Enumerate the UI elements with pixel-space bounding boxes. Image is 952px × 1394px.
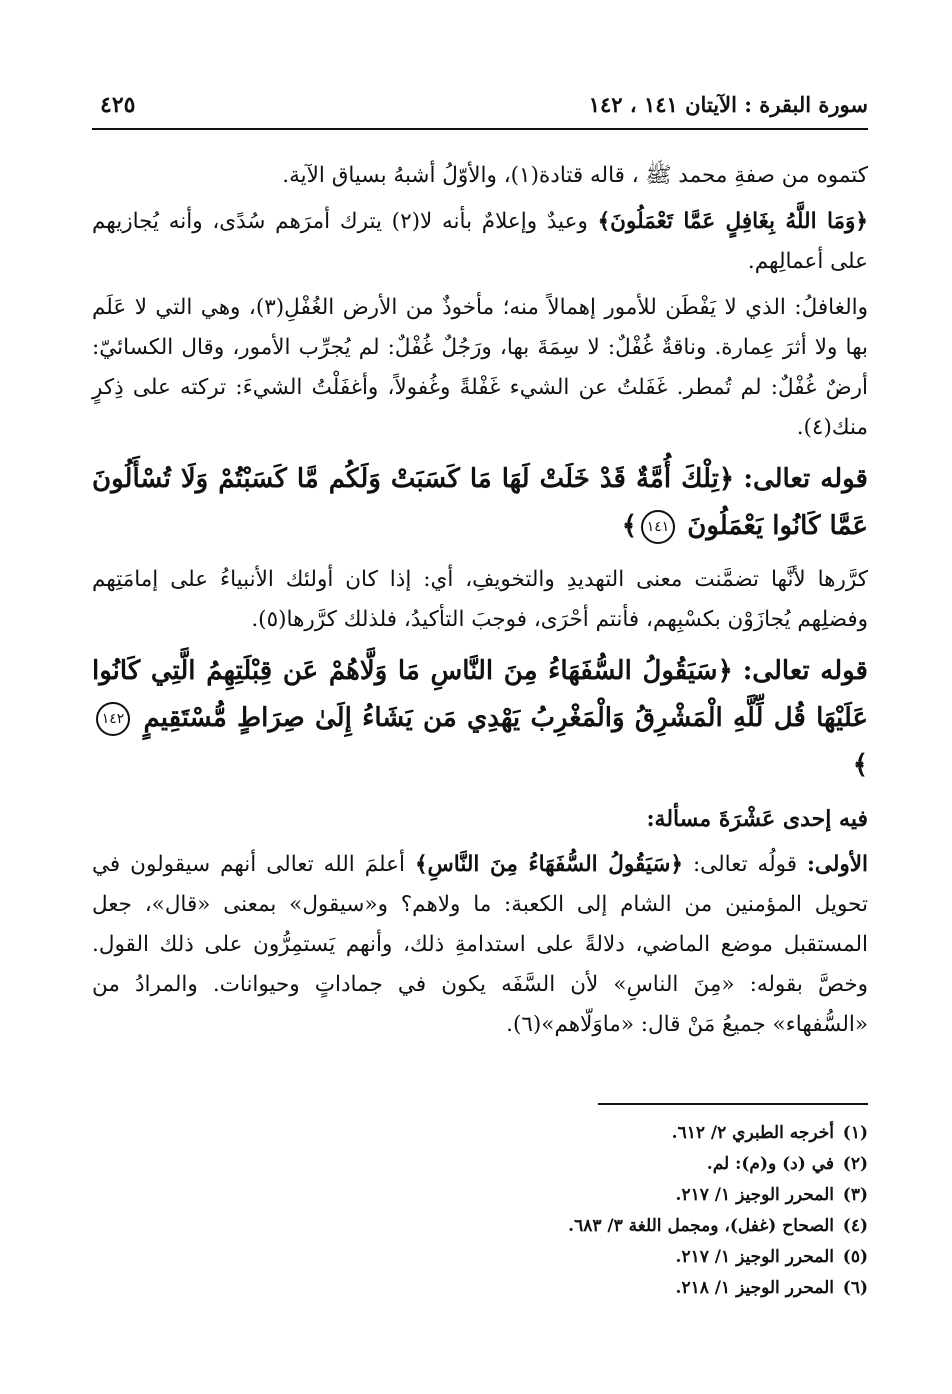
book-page <box>92 78 868 1338</box>
verse-close-bracket: ﴾ <box>852 750 868 780</box>
footnote-text: المحرر الوجيز ١/ ٢١٧. <box>675 1185 834 1205</box>
footnote-number: (٢) <box>842 1154 868 1174</box>
footnotes <box>92 1118 868 1304</box>
ayah-number-mark: ١٤١ <box>641 510 675 544</box>
verse-text: ﴿سَيَقُولُ السُّفَهَاءُ مِنَ النَّاسِ مَا وَلَّاهُمْ عَن قِبْلَتِهِمُ الَّتِي كَانُوا عَلَيْهَا قُل لِّلَّهِ الْمَشْرِقُ وَالْمَغْرِبُ يَهْدِي مَن يَشَاءُ إِلَىٰ صِرَاطٍ مُّسْتَقِيمٍ <box>92 656 869 733</box>
footnote-text: المحرر الوجيز ١/ ٢١٨. <box>675 1278 834 1298</box>
paragraph-1: كتموه من صفةِ محمد ﷺ ، قاله قتادة(١)، والأوّلُ أشبهُ بسياق الآية. <box>282 163 868 188</box>
footnote <box>92 1149 868 1180</box>
footnote <box>92 1211 868 1242</box>
verse-label: قوله تعالى: <box>743 464 868 494</box>
paragraph-3: والغافلُ: الذي لا يَفْطَن للأمور إهمالاً منه؛ مأخوذٌ من الأرض الغُفْلِ(٣)، وهي التي لا عَلَم بها ولا أثرَ عِمارة. وناقةٌ غُفْلٌ: لا سِمَةَ بها، ورَجُلٌ غُفْلٌ: لم يُجرِّب الأمور، وقال الكسائيّ: أرضٌ غُفْلٌ: لم تُمطر. غَفَلتُ عن الشيء غَفْلةً وغُفولاً، وأغفَلْتُ الشيءَ: تركته على ذِكرٍ منك(٤). <box>92 295 868 440</box>
verse-141 <box>92 456 868 550</box>
verse-142 <box>92 648 868 789</box>
footnote-text: المحرر الوجيز ١/ ٢١٧. <box>675 1247 834 1267</box>
running-header <box>92 88 868 130</box>
issue-label: الأولى: <box>806 852 869 877</box>
footnote-text: في (د) و(م): لم. <box>706 1154 834 1174</box>
verse-label: قوله تعالى: <box>742 656 868 686</box>
paragraph-4: كرَّرها لأنَّها تضمَّنت معنى التهديدِ والتخويفِ، أي: إذا كان أولئك الأنبياءُ على إمامَتِهم وفضلِهم يُجازَوْن بكسْبِهم، فأنتم أحْرَى، فوجبَ التأكيدُ، فلذلك كرَّرها(٥). <box>92 567 868 632</box>
footnote-number: (١) <box>842 1123 868 1143</box>
paragraph-5-intro: قولُه تعالى: <box>682 852 807 877</box>
footnote-text: الصحاح (غفل)، ومجمل اللغة ٣/ ٦٨٣. <box>568 1216 834 1236</box>
footnote <box>92 1242 868 1273</box>
page-number: ٤٢٥ <box>100 92 136 118</box>
page-body <box>92 156 868 1051</box>
paragraph-2-text: وعيدٌ وإعلامٌ بأنه لا(٢) يترك أمرَهم سُدًى، وأنه يُجازيهم على أعمالِهم. <box>92 209 868 274</box>
footnote-number: (٤) <box>842 1216 868 1236</box>
header-title: سورة البقرة : الآيتان ١٤١ ، ١٤٢ <box>588 92 868 117</box>
quran-quote: ﴿وَمَا اللَّهُ بِغَافِلٍ عَمَّا تَعْمَلُونَ﴾ <box>597 209 869 234</box>
footnote-text: أخرجه الطبري ٢/ ٦١٢. <box>671 1123 834 1143</box>
footnote <box>92 1180 868 1211</box>
footnote <box>92 1273 868 1304</box>
footnote <box>92 1118 868 1149</box>
verse-close-bracket: ﴾ <box>621 511 638 541</box>
paragraph-5 <box>92 845 868 1045</box>
ayah-number-mark: ١٤٢ <box>96 702 130 736</box>
paragraph-5-text: أعلمَ الله تعالى أنهم سيقولون في تحويل المؤمنين من الشام إلى الكعبة: ما ولاهم؟ و«سيقول» بمعنى «قال»، جعل المستقبل موضع الماضي، دلالةً على استدامةِ ذلك، وأنهم يَستمِرُّون على ذلك القول. وخصَّ بقوله: «مِنَ الناسِ» لأن السَّفَه يكون في جماداتٍ وحيوانات. والمرادُ من «السُّفهاء» جميعُ مَنْ قال: «ماوَلّاهم»(٦). <box>92 852 868 1037</box>
quran-quote: ﴿سَيَقُولُ السُّفَهَاءُ مِنَ النَّاسِ﴾ <box>414 852 683 877</box>
footnote-number: (٥) <box>842 1247 868 1267</box>
footnote-separator <box>598 1103 868 1105</box>
paragraph-2 <box>92 202 868 282</box>
verse-text: ﴿تِلْكَ أُمَّةٌ قَدْ خَلَتْ لَهَا مَا كَسَبَتْ وَلَكُم مَّا كَسَبْتُمْ وَلَا تُسْأَلُونَ عَمَّا كَانُوا يَعْمَلُونَ <box>92 464 868 541</box>
footnote-number: (٣) <box>842 1185 868 1205</box>
footnote-number: (٦) <box>842 1278 868 1298</box>
section-heading: فيه إحدى عَشْرَةَ مسألة: <box>646 806 868 832</box>
